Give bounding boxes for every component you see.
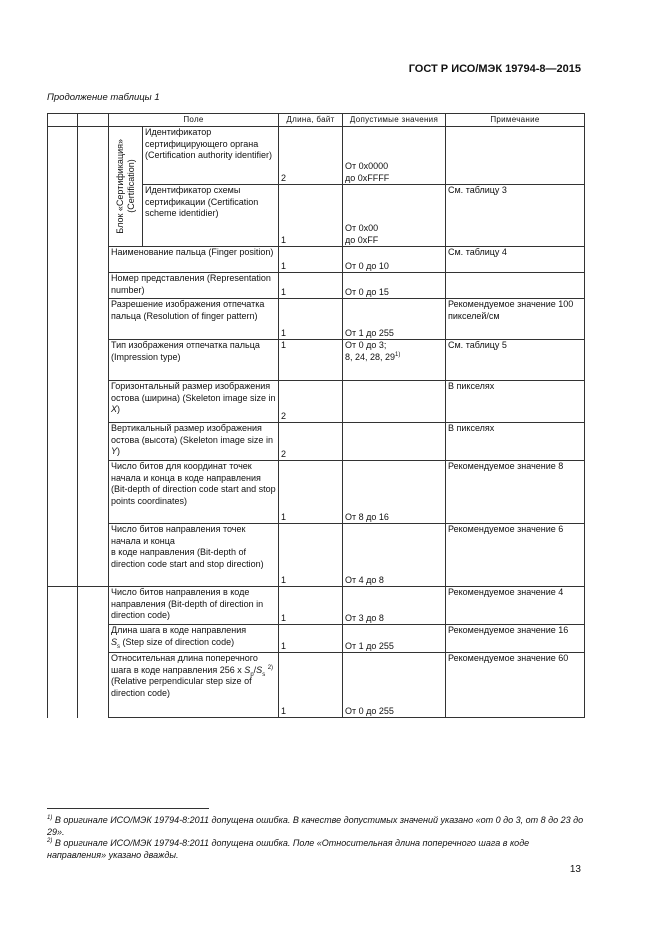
values-cell xyxy=(343,423,446,461)
field-text: Относительная длина поперечного шага в коде направления 256 x xyxy=(111,653,258,675)
note-cell: См. таблицу 5 xyxy=(446,340,585,381)
table-caption: Продолжение таблицы 1 xyxy=(47,92,160,103)
empty-cell xyxy=(48,247,78,587)
length-cell: 1 xyxy=(279,273,343,299)
values-cell: От 8 до 16 xyxy=(343,461,446,524)
empty-cell xyxy=(78,127,109,587)
block-label-ru: Блок «Сертификация» xyxy=(114,139,125,234)
footnote-text: В оригинале ИСО/МЭК 19794-8:2011 допущена ошибка. Поле «Относительная длина поперечного шага в коде направления» указано дважды. xyxy=(47,838,530,860)
table-row xyxy=(48,247,585,273)
field-variable: S xyxy=(111,636,118,647)
length-cell: 1 xyxy=(279,524,343,587)
field-cell: Наименование пальца (Finger position) xyxy=(109,247,279,273)
length-cell: 1 xyxy=(279,247,343,273)
footnote-mark: 1) xyxy=(47,815,53,821)
header-note: Примечание xyxy=(446,114,585,127)
table-row xyxy=(48,625,585,653)
length-cell: 1 xyxy=(279,340,343,381)
values-cell: От 0 до 255 xyxy=(343,653,446,718)
field-cell: Разрешение изображения отпечатка пальца (Resolution of finger pattern) xyxy=(109,299,279,340)
field-variable: X xyxy=(111,404,118,414)
empty-cell xyxy=(48,127,78,185)
values-cell: От 0 до 10 xyxy=(343,247,446,273)
footnote-mark: 2) xyxy=(47,838,53,844)
field-cell: Число битов направления в коде направления (Bit-depth of direction in direction code) xyxy=(109,587,279,625)
field-text: ) xyxy=(117,446,121,456)
field-subscript: s xyxy=(262,671,266,678)
header-length: Длина, байт xyxy=(279,114,343,127)
header-values: Допустимые значения xyxy=(343,114,446,127)
field-subscript: p xyxy=(250,671,254,678)
field-variable: S xyxy=(256,664,263,675)
length-cell: 2 xyxy=(279,127,343,185)
field-cell xyxy=(109,524,279,587)
table-row xyxy=(48,587,585,625)
footnote-separator xyxy=(47,808,209,809)
field-variable: S xyxy=(244,664,251,675)
values-cell xyxy=(343,127,446,185)
field-cell: Номер представления (Representation number) xyxy=(109,273,279,299)
field-text: Число битов направления точек начала и конца xyxy=(111,524,246,546)
field-cell: Идентификатор сертифицирующего органа (Certification authority identifier) xyxy=(143,127,279,185)
footnote-1 xyxy=(47,815,584,838)
table-container xyxy=(47,113,584,730)
block-label-en: (Certification) xyxy=(125,159,136,214)
field-cell: Идентификатор схемы сертификации (Certification scheme identidier) xyxy=(143,185,279,247)
field-text: Вертикальный размер изображения остова (высота) (Skeleton image size in xyxy=(111,423,273,445)
length-cell: 2 xyxy=(279,423,343,461)
table-row xyxy=(48,340,585,381)
values-line: 8, 24, 28, 29 xyxy=(345,351,396,362)
length-cell: 1 xyxy=(279,587,343,625)
note-cell: Рекомендуемое значение 16 xyxy=(446,625,585,653)
note-cell: См. таблицу 3 xyxy=(446,185,585,247)
field-text: Горизонтальный размер изображения остова (ширина) (Skeleton image size in xyxy=(111,381,276,403)
field-cell: Число битов для координат точек начала и конца в коде направления (Bit-depth of direction code start and stop points coordinates) xyxy=(109,461,279,524)
values-cell xyxy=(343,381,446,423)
table-row xyxy=(48,127,585,185)
table-row xyxy=(48,423,585,461)
table-row xyxy=(48,381,585,423)
note-cell: Рекомендуемое значение 60 xyxy=(446,653,585,718)
note-cell: Рекомендуемое значение 8 xyxy=(446,461,585,524)
values-line: От 0 до 3; xyxy=(345,340,387,350)
standard-header: ГОСТ Р ИСО/МЭК 19794-8—2015 xyxy=(408,63,581,75)
table-row xyxy=(48,299,585,340)
field-text: в коде направления (Bit-depth of direction code start and stop direction) xyxy=(111,547,264,569)
field-text: / xyxy=(253,664,257,675)
footnote-ref: 1) xyxy=(395,351,401,358)
table-row xyxy=(48,524,585,587)
length-cell: 1 xyxy=(279,185,343,247)
field-cell xyxy=(109,653,279,718)
field-text: (Step size of direction code) xyxy=(120,636,235,647)
header-field: Поле xyxy=(109,114,279,127)
note-cell xyxy=(446,127,585,185)
length-cell: 1 xyxy=(279,653,343,718)
field-cell xyxy=(109,625,279,653)
values-line: до 0xFFFF xyxy=(345,172,390,183)
note-cell: Рекомендуемое значение 6 xyxy=(446,524,585,587)
field-cell: Тип изображения отпечатка пальца (Impression type) xyxy=(109,340,279,381)
field-text: (Relative perpendicular step size of direction code) xyxy=(111,676,252,698)
values-cell: От 4 до 8 xyxy=(343,524,446,587)
values-line: От 0x00 xyxy=(345,223,379,233)
note-cell xyxy=(446,273,585,299)
values-line: до 0xFF xyxy=(345,234,379,245)
note-cell: Рекомендуемое значение 100 пикселей/см xyxy=(446,299,585,340)
note-cell: В пикселях xyxy=(446,381,585,423)
values-cell: От 1 до 255 xyxy=(343,299,446,340)
table-row xyxy=(48,273,585,299)
footnote-2 xyxy=(47,838,584,861)
note-cell: В пикселях xyxy=(446,423,585,461)
values-cell: От 3 до 8 xyxy=(343,587,446,625)
length-cell: 1 xyxy=(279,461,343,524)
values-cell: От 0 до 15 xyxy=(343,273,446,299)
length-cell: 1 xyxy=(279,625,343,653)
page-number: 13 xyxy=(569,864,581,875)
header-row xyxy=(48,114,585,127)
table-row xyxy=(48,461,585,524)
data-table xyxy=(47,113,585,718)
values-line: От 0x0000 xyxy=(345,161,389,171)
field-text: ) xyxy=(117,404,121,414)
note-cell: Рекомендуемое значение 4 xyxy=(446,587,585,625)
length-cell: 2 xyxy=(279,381,343,423)
field-variable: Y xyxy=(111,446,118,456)
footnote-ref: 2) xyxy=(267,664,274,671)
values-cell: От 1 до 255 xyxy=(343,625,446,653)
header-empty xyxy=(48,114,78,127)
empty-cell xyxy=(78,587,109,718)
field-text: Длина шага в коде направления xyxy=(111,625,247,635)
field-subscript: s xyxy=(117,643,121,650)
block-label-cell xyxy=(109,127,143,247)
values-cell xyxy=(343,340,446,381)
values-cell xyxy=(343,185,446,247)
header-empty xyxy=(78,114,109,127)
table-row xyxy=(48,653,585,718)
empty-cell xyxy=(48,587,78,718)
field-cell xyxy=(109,381,279,423)
field-cell xyxy=(109,423,279,461)
footnote-text: В оригинале ИСО/МЭК 19794-8:2011 допущена ошибка. В качестве допустимых значений указано «от 0 до 3, от 8 до 23 до 29». xyxy=(47,815,584,837)
length-cell: 1 xyxy=(279,299,343,340)
note-cell: См. таблицу 4 xyxy=(446,247,585,273)
empty-cell xyxy=(48,185,78,247)
block-label xyxy=(115,139,137,234)
